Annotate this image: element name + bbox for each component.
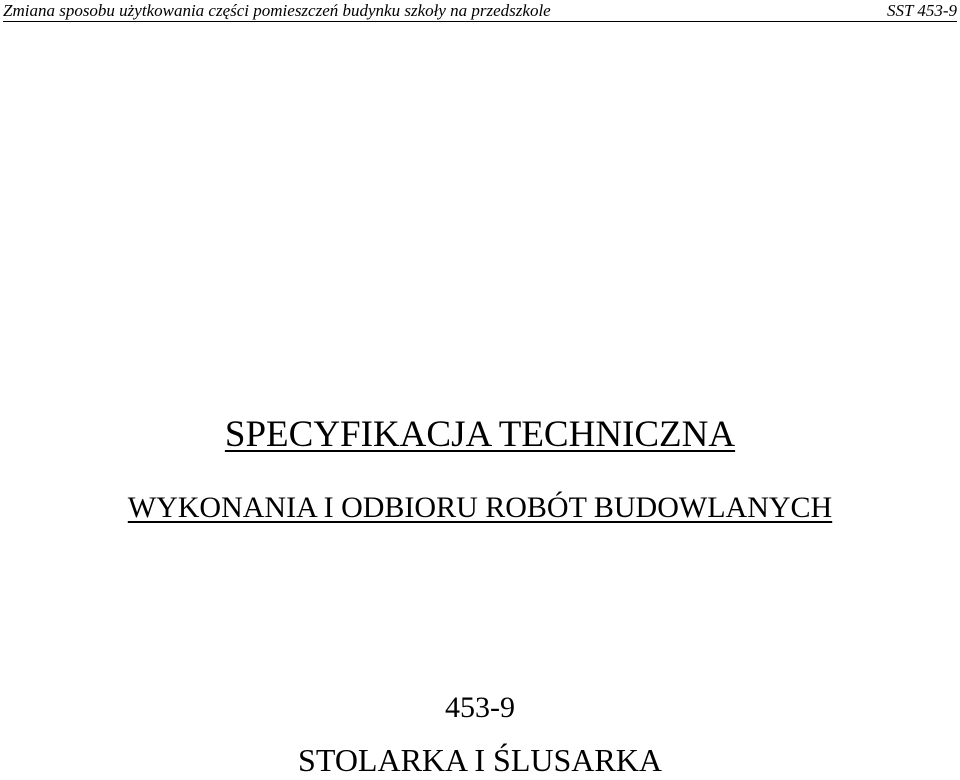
- header-project-title: Zmiana sposobu użytkowania części pomieszczeń budynku szkoły na przedszkole: [3, 1, 551, 20]
- document-code: 453-9: [445, 691, 515, 724]
- document-title: SPECYFIKACJA TECHNICZNA: [224, 414, 736, 455]
- document-subtitle: WYKONANIA I ODBIORU ROBÓT BUDOWLANYCH: [127, 491, 833, 524]
- page-header: [3, 0, 957, 22]
- document-name: STOLARKA I ŚLUSARKA: [298, 742, 662, 778]
- header-spec-number: SST 453-9: [886, 1, 957, 20]
